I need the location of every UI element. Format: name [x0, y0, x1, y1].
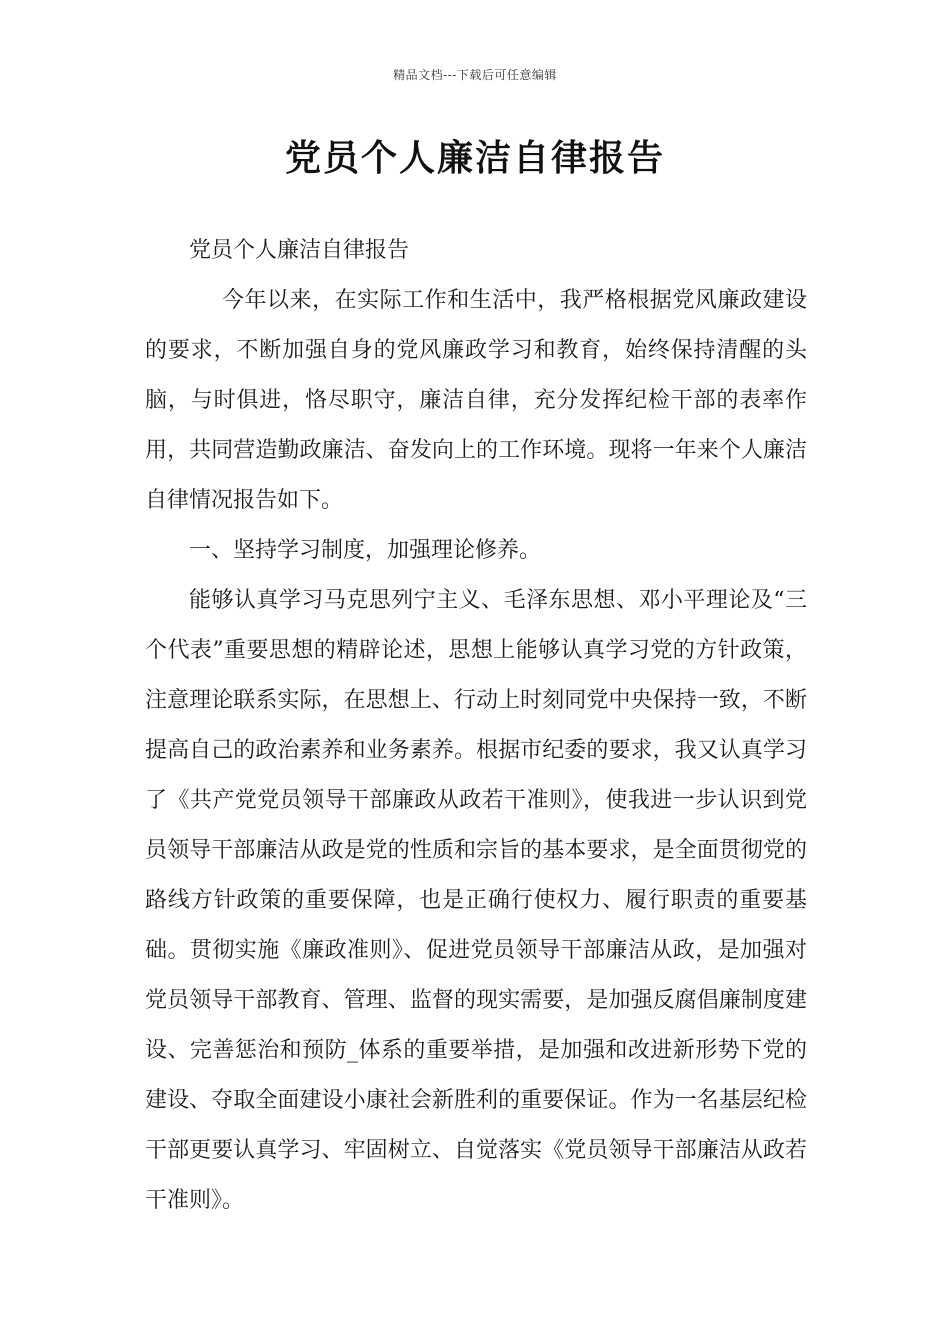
document-subtitle: 党员个人廉洁自律报告: [189, 238, 410, 263]
document-title: 党员个人廉洁自律报告: [284, 137, 665, 179]
page-header: 精品文档---下载后可任意编辑: [393, 68, 557, 82]
intro-paragraph: 今年以来，在实际工作和生活中，我严格根据党风廉政建设的要求，不断加强自身的党风廉政学习和教育，始终保持清醒的头脑，与时俱进，恪尽职守，廉洁自律，充分发挥纪检干部的表率作用，共同营造勤政廉洁、奋发向上的工作环境。现将一年来个人廉洁自律情况报告如下。: [145, 288, 807, 513]
document-body: [145, 226, 807, 1226]
section-paragraph: 能够认真学习马克思列宁主义、毛泽东思想、邓小平理论及“三个代表”重要思想的精辟论述，思想上能够认真学习党的方针政策，注意理论联系实际，在思想上、行动上时刻同党中央保持一致，不断提高自己的政治素养和业务素养。根据市纪委的要求，我又认真学习了《共产党党员领导干部廉政从政若干准则》，使我进一步认识到党员领导干部廉洁从政是党的性质和宗旨的基本要求，是全面贯彻党的路线方针政策的重要保障，也是正确行使权力、履行职责的重要基础。贯彻实施《廉政准则》、促进党员领导干部廉洁从政，是加强对党员领导干部教育、管理、监督的现实需要，是加强反腐倡廉制度建设、完善惩治和预防_体系的重要举措，是加强和改进新形势下党的建设、夺取全面建设小康社会新胜利的重要保证。作为一名基层纪检干部更要认真学习、牢固树立、自觉落实《党员领导干部廉洁从政若干准则》。: [145, 588, 807, 1213]
section-heading: 一、坚持学习制度，加强理论修养。: [189, 538, 542, 563]
